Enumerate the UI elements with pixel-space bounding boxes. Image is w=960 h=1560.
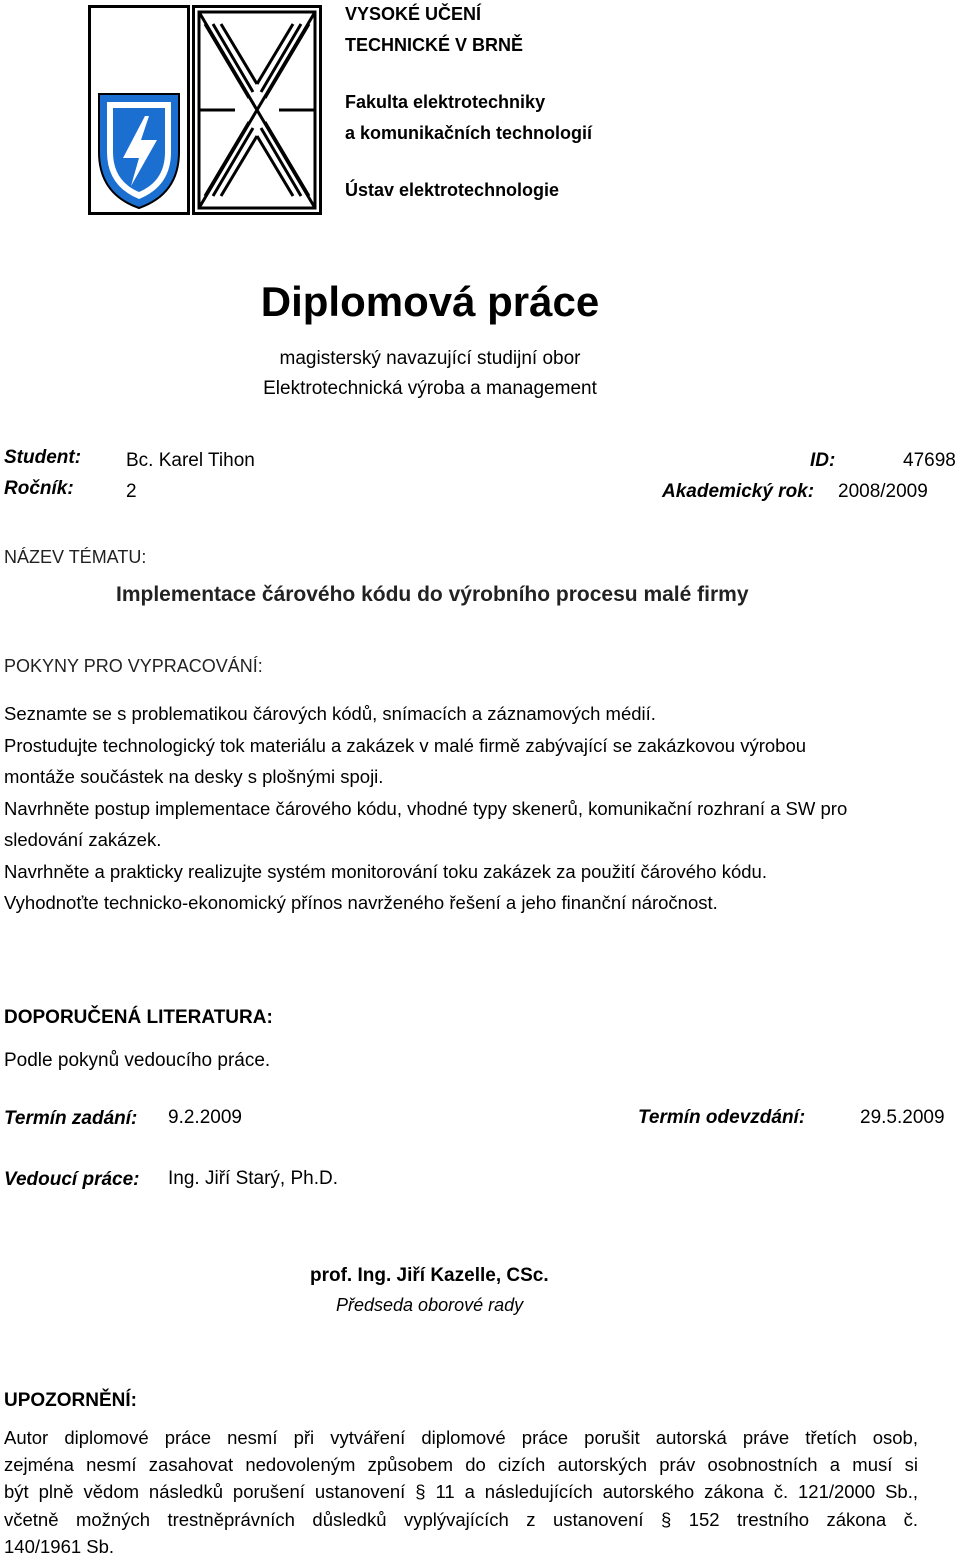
notice-text — [4, 1424, 918, 1560]
notice-heading: UPOZORNĚNÍ: — [4, 1390, 137, 1411]
school-name-line1: VYSOKÉ UČENÍ — [345, 4, 482, 24]
due-date-value: 29.5.2009 — [860, 1107, 945, 1128]
document-title: Diplomová práce — [260, 278, 600, 325]
year-value: 2 — [126, 481, 137, 502]
school-name-line2: TECHNICKÉ V BRNĚ — [345, 35, 524, 55]
instructions-text — [4, 698, 934, 919]
faculty-logo-mark — [192, 5, 322, 215]
student-name: Bc. Karel Tihon — [126, 450, 255, 471]
notice-line: včetně možných trestněprávních důsledků vyplývajících z ustanovení § 152 trestního zákona č. — [4, 1508, 918, 1530]
instruction-line: Prostudujte technologický tok materiálu a zakázek v malé firmě zabývající se zakázkovou výrobou — [4, 734, 807, 756]
assigned-date-label: Termín zadání: — [4, 1108, 138, 1129]
instruction-line: Navrhněte a prakticky realizujte systém monitorování toku zakázek za použití čárového kódu. — [4, 860, 767, 882]
supervisor-label: Vedoucí práce: — [4, 1169, 140, 1190]
student-label: Student: — [4, 447, 82, 468]
study-program-line1: magisterský navazující studijní obor — [279, 348, 581, 369]
notice-line: Autor diplomové práce nesmí při vytváření diplomové práce porušit autorská práve třetích osob, — [4, 1427, 918, 1448]
chair-role: Předseda oborové rady — [336, 1295, 524, 1315]
instruction-line: Seznamte se s problematikou čárových kódů, snímacích a záznamových médií. — [4, 703, 656, 724]
id-value: 47698 — [903, 450, 956, 471]
supervisor-name: Ing. Jiří Starý, Ph.D. — [168, 1168, 338, 1189]
year-label: Ročník: — [4, 478, 74, 499]
instruction-line: Navrhněte postup implementace čárového kódu, vhodné typy skenerů, komunikační rozhraní a SW pro — [4, 797, 848, 819]
topic-heading: NÁZEV TÉMATU: — [4, 547, 147, 567]
due-date-label: Termín odevzdání: — [638, 1107, 806, 1128]
instruction-line: montáže součástek na desky s plošnými spoji. — [4, 766, 384, 787]
notice-line: být plně vědom následků porušení ustanovení § 11 a následujících autorského zákona č. 121/2000 Sb., — [4, 1481, 918, 1503]
topic-title: Implementace čárového kódu do výrobního procesu malé firmy — [116, 583, 749, 606]
literature-heading: DOPORUČENÁ LITERATURA: — [4, 1007, 273, 1028]
instructions-heading: POKYNY PRO VYPRACOVÁNÍ: — [4, 656, 263, 676]
assigned-date-value: 9.2.2009 — [168, 1107, 242, 1128]
faculty-name-line1: Fakulta elektrotechniky — [345, 92, 546, 112]
study-program-line2: Elektrotechnická výroba a management — [263, 378, 597, 399]
notice-line: zejména nesmí zasahovat nedovoleným způsobem do cizích autorských práv osobnostních a musí si — [4, 1454, 918, 1476]
id-label: ID: — [810, 450, 836, 471]
instruction-line: Vyhodnoťte technicko-ekonomický přínos navrženého řešení a jeho finanční náročnost. — [4, 892, 718, 913]
lightning-shield-icon — [91, 8, 187, 212]
notice-line: 140/1961 Sb. — [4, 1535, 115, 1557]
university-logo — [88, 5, 190, 215]
geometric-mark-icon — [195, 8, 319, 212]
chair-name: prof. Ing. Jiří Kazelle, CSc. — [310, 1265, 549, 1286]
faculty-name-line2: a komunikačních technologií — [345, 123, 593, 143]
institute-name: Ústav elektrotechnologie — [345, 180, 560, 200]
instruction-line: sledování zakázek. — [4, 829, 162, 850]
academic-year-label: Akademický rok: — [662, 481, 815, 502]
academic-year-value: 2008/2009 — [838, 481, 928, 502]
literature-value: Podle pokynů vedoucího práce. — [4, 1050, 271, 1071]
